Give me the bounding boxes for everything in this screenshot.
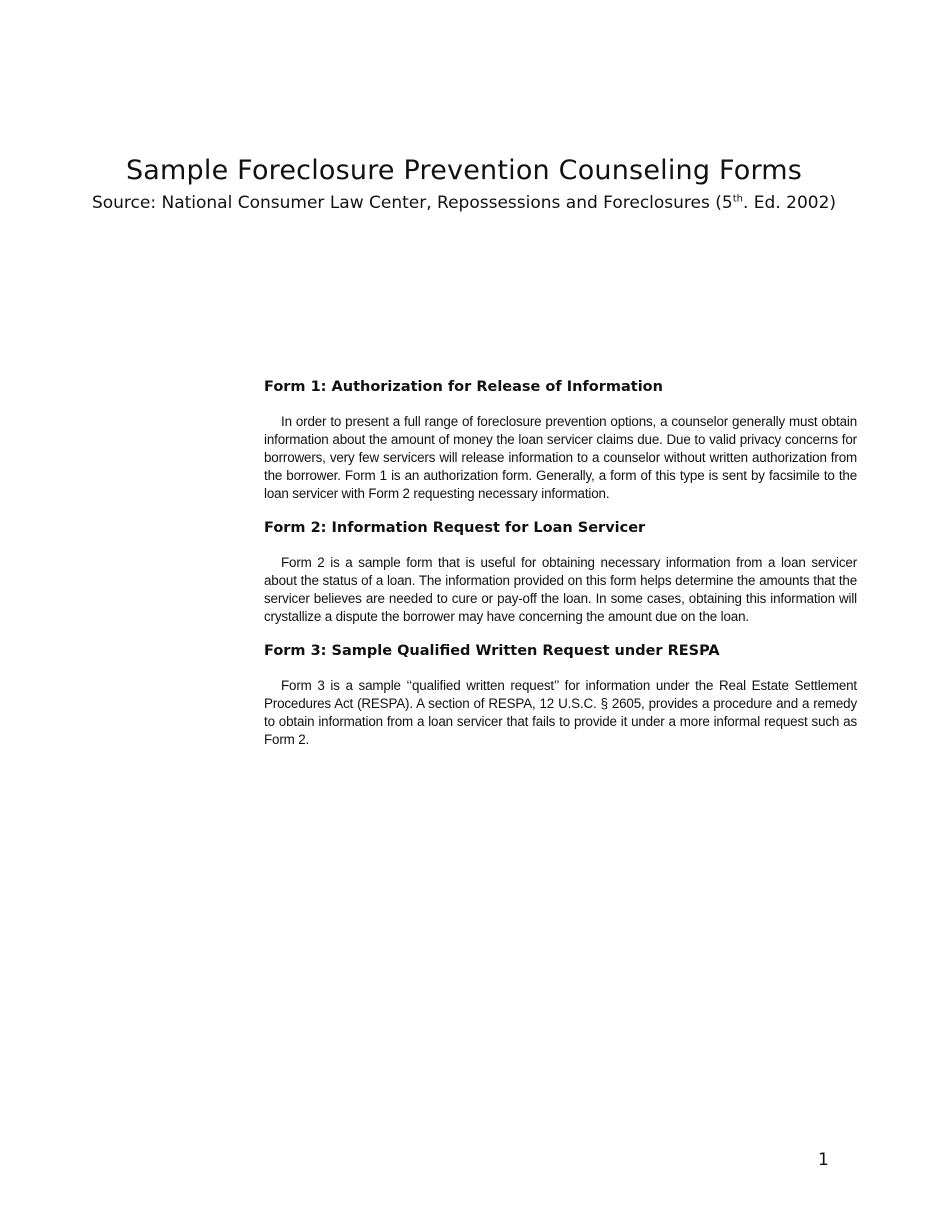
forms-description: [264, 378, 857, 765]
form-3-section: [264, 642, 857, 749]
form-2-section: [264, 519, 857, 626]
source-citation: [0, 193, 928, 213]
form-1-heading: Form 1: Authorization for Release of Information: [264, 379, 663, 395]
edition-superscript: th: [732, 193, 743, 205]
source-citation-text: Source: National Consumer Law Center, Repossessions and Foreclosures (5: [91, 193, 733, 213]
source-citation-end: . Ed. 2002): [742, 193, 837, 213]
form-1-section: [264, 378, 857, 503]
page-number: 1: [818, 1150, 829, 1170]
form-3-description: Form 3 is a sample ‘‘qualified written request’’ for information under the Real Estate Settlement Procedures Act (RESPA). A section of RESPA, 12 U.S.C. § 2605, provides a procedure and a remedy to obtain information from a loan servicer that fails to provide it under a more informal request such as Form 2.: [264, 678, 857, 747]
page-title: Sample Foreclosure Prevention Counseling Forms: [125, 155, 803, 186]
form-1-description: In order to present a full range of foreclosure prevention options, a counselor generally must obtain information about the amount of money the loan servicer claims due. Due to valid privacy concerns for borrowers, very few servicers will release information to a counselor without written authorization from the borrower. Form 1 is an authorization form. Generally, a form of this type is sent by facsimile to the loan servicer with Form 2 requesting necessary information.: [264, 414, 857, 501]
form-2-heading: Form 2: Information Request for Loan Servicer: [264, 520, 646, 536]
form-2-description: Form 2 is a sample form that is useful for obtaining necessary information from a loan servicer about the status of a loan. The information provided on this form helps determine the amounts that the servicer believes are needed to cure or pay-off the loan. In some cases, obtaining this information will crystallize a dispute the borrower may have concerning the amount due on the loan.: [264, 555, 857, 624]
form-3-heading: Form 3: Sample Qualified Written Request under RESPA: [264, 643, 720, 659]
